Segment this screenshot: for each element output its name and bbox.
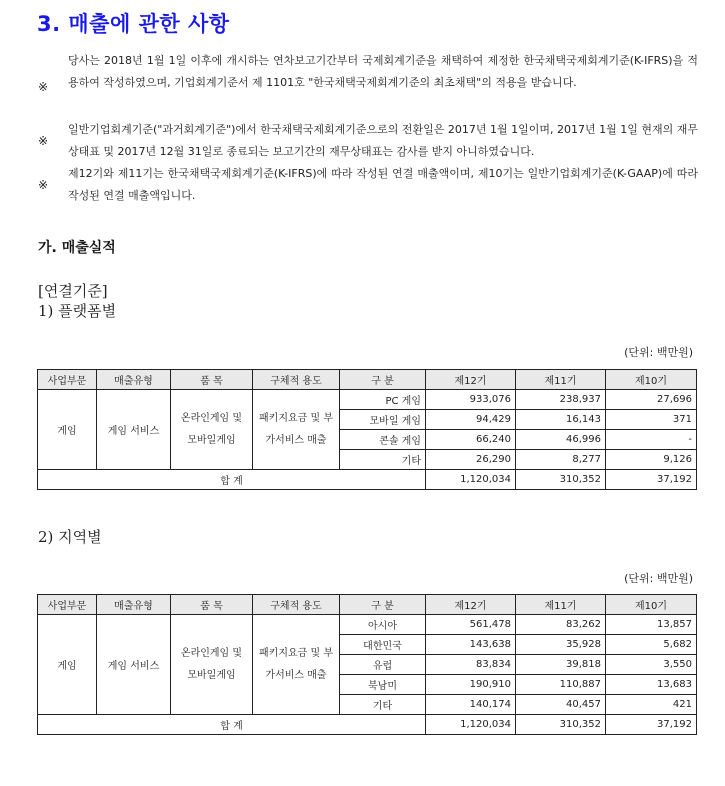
value-cell: 83,262 <box>516 615 606 635</box>
total-row <box>38 470 697 490</box>
value-cell: 933,076 <box>426 390 516 410</box>
category-cell: 유럽 <box>340 655 426 675</box>
total-row <box>38 715 697 735</box>
total-value: 37,192 <box>606 470 697 490</box>
subsection-title: 가. 매출실적 <box>38 240 116 256</box>
header-cell: 제10기 <box>606 595 697 615</box>
value-cell: 66,240 <box>426 430 516 450</box>
platform-sales-table <box>37 369 697 490</box>
category-cell: 기타 <box>340 450 426 470</box>
value-cell: 5,682 <box>606 635 697 655</box>
value-cell: 13,683 <box>606 675 697 695</box>
value-cell: 190,910 <box>426 675 516 695</box>
category-cell: 아시아 <box>340 615 426 635</box>
note-text: 당사는 2018년 1월 1일 이후에 개시하는 연차보고기간부터 국제회계기준을 채택하여 제정한 한국채택국제회계기준(K-IFRS)을 적용하여 작성하였으며, 기업회계기준서 제 1101호 "한국채택국제회계기준의 최초채택"의 적용을 받습니다. <box>68 54 698 89</box>
sales-type-cell: 게임 서비스 <box>97 390 171 470</box>
segment-cell: 게임 <box>38 615 97 715</box>
table-header-row <box>38 595 697 615</box>
note-ifrs <box>38 50 698 94</box>
value-cell: 26,290 <box>426 450 516 470</box>
platform-title: 1) 플랫폼별 <box>38 302 117 320</box>
header-cell: 구 분 <box>340 595 426 615</box>
product-cell: 온라인게임 및 모바일게임 <box>171 390 253 470</box>
value-cell: 27,696 <box>606 390 697 410</box>
category-cell: 모바일 게임 <box>340 410 426 430</box>
value-cell: 110,887 <box>516 675 606 695</box>
category-cell: 대한민국 <box>340 635 426 655</box>
value-cell: 16,143 <box>516 410 606 430</box>
note-text: 제12기와 제11기는 한국채택국제회계기준(K-IFRS)에 따라 작성된 연결 매출액이며, 제10기는 일반기업회계기준(K-GAAP)에 따라 작성된 연결 매출액입니다. <box>68 167 698 202</box>
header-cell: 사업부문 <box>38 370 97 390</box>
note-mark: ※ <box>38 134 49 148</box>
header-cell: 품 목 <box>171 595 253 615</box>
table-header-row <box>38 370 697 390</box>
table-row <box>38 390 697 410</box>
total-label: 합 계 <box>38 470 426 490</box>
unit-label: (단위: 백만원) <box>624 572 693 585</box>
region-sales-table <box>37 594 697 735</box>
note-mark: ※ <box>38 178 49 192</box>
product-cell: 온라인게임 및 모바일게임 <box>171 615 253 715</box>
segment-cell: 게임 <box>38 390 97 470</box>
header-cell: 매출유형 <box>97 370 171 390</box>
value-cell: 238,937 <box>516 390 606 410</box>
value-cell: 39,818 <box>516 655 606 675</box>
total-value: 310,352 <box>516 470 606 490</box>
total-value: 1,120,034 <box>426 470 516 490</box>
category-cell: 북남미 <box>340 675 426 695</box>
header-cell: 구체적 용도 <box>253 370 340 390</box>
note-gaap <box>38 163 698 207</box>
table-row <box>38 615 697 635</box>
note-mark: ※ <box>38 80 49 94</box>
usage-cell: 패키지요금 및 부가서비스 매출 <box>253 615 340 715</box>
value-cell: 35,928 <box>516 635 606 655</box>
value-cell: 3,550 <box>606 655 697 675</box>
header-cell: 제11기 <box>516 370 606 390</box>
category-cell: PC 게임 <box>340 390 426 410</box>
header-cell: 품 목 <box>171 370 253 390</box>
total-label: 합 계 <box>38 715 426 735</box>
value-cell: 9,126 <box>606 450 697 470</box>
value-cell: 83,834 <box>426 655 516 675</box>
value-cell: 371 <box>606 410 697 430</box>
sales-type-cell: 게임 서비스 <box>97 615 171 715</box>
header-cell: 구체적 용도 <box>253 595 340 615</box>
value-cell: 421 <box>606 695 697 715</box>
region-title: 2) 지역별 <box>38 528 102 546</box>
value-cell: 94,429 <box>426 410 516 430</box>
header-cell: 제12기 <box>426 370 516 390</box>
note-text: 일반기업회계기준("과거회계기준")에서 한국채택국제회계기준으로의 전환일은 2017년 1월 1일이며, 2017년 1월 1일 현재의 재무상태표 및 2017년 12월 31일로 종료되는 보고기간의 재무상태표는 감사를 받지 아니하였습니다. <box>68 123 698 158</box>
section-title: 3. 매출에 관한 사항 <box>37 12 230 36</box>
unit-label: (단위: 백만원) <box>624 346 693 359</box>
value-cell: 561,478 <box>426 615 516 635</box>
value-cell: 46,996 <box>516 430 606 450</box>
total-value: 1,120,034 <box>426 715 516 735</box>
header-cell: 구 분 <box>340 370 426 390</box>
value-cell: 8,277 <box>516 450 606 470</box>
total-value: 310,352 <box>516 715 606 735</box>
header-cell: 제11기 <box>516 595 606 615</box>
total-value: 37,192 <box>606 715 697 735</box>
header-cell: 제10기 <box>606 370 697 390</box>
usage-cell: 패키지요금 및 부가서비스 매출 <box>253 390 340 470</box>
header-cell: 매출유형 <box>97 595 171 615</box>
value-cell: - <box>606 430 697 450</box>
value-cell: 140,174 <box>426 695 516 715</box>
value-cell: 40,457 <box>516 695 606 715</box>
category-cell: 콘솔 게임 <box>340 430 426 450</box>
basis-label: [연결기준] <box>38 282 108 300</box>
value-cell: 13,857 <box>606 615 697 635</box>
value-cell: 143,638 <box>426 635 516 655</box>
category-cell: 기타 <box>340 695 426 715</box>
header-cell: 사업부문 <box>38 595 97 615</box>
header-cell: 제12기 <box>426 595 516 615</box>
note-transition <box>38 119 698 163</box>
